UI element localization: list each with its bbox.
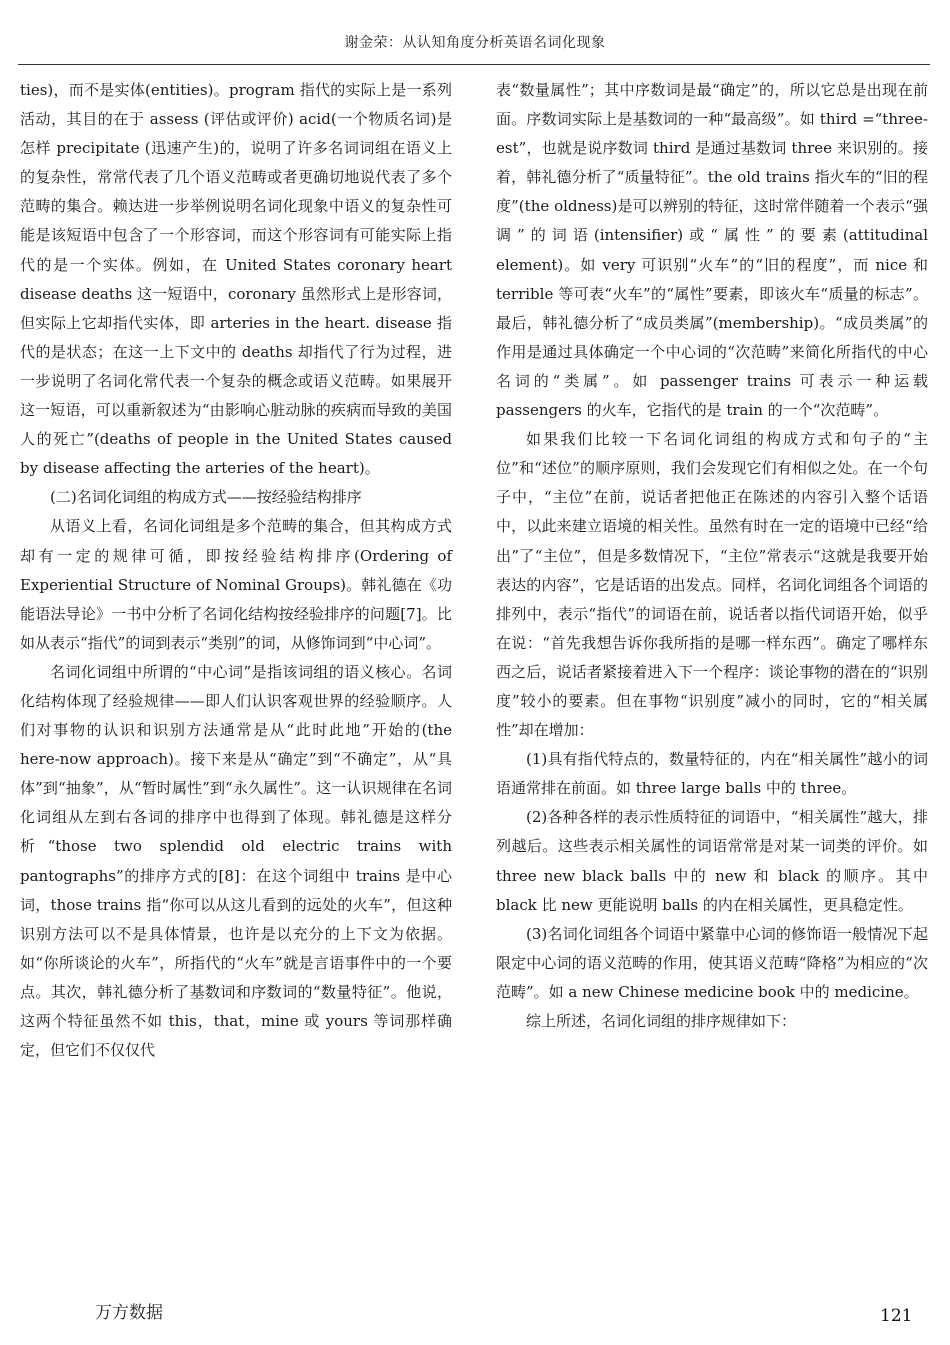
left-column: [20, 76, 452, 1065]
rule-item-1: (1)具有指代特点的，数量特征的，内在“相关属性”越小的词语通常排在前面。如 three large balls 中的 three。: [496, 750, 928, 798]
source-watermark: 万方数据: [95, 1303, 163, 1323]
right-column: [496, 76, 928, 1036]
rule-item-3: (3)名词化词组各个词语中紧靠中心词的修饰语一般情况下起限定中心词的语义范畴的作用，使其语义范畴“降格”为相应的“次范畴”。如 a new Chinese medicine book 中的 medicine。: [496, 924, 928, 1001]
section-heading: (二)名词化词组的构成方式——按经验结构排序: [50, 488, 362, 507]
page-number: 121: [880, 1306, 913, 1326]
running-title: 谢金荣：从认知角度分析英语名词化现象: [344, 35, 606, 51]
rule-item-2: (2)各种各样的表示性质特征的词语中，“相关属性”越大，排列越后。这些表示相关属性的词语常常是对某一词类的评价。如 three new black balls 中的 new 和 black 的顺序。其中 black 比 new 更能说明 balls 的内在相关属性，更具稳定性。: [496, 808, 928, 914]
left-paragraph-1: ties)，而不是实体(entities)。program 指代的实际上是一系列活动，其目的在于 assess (评估或评价) acid(一个物质名词)是怎样 precipitate (迅速产生)的，说明了许多名词词组在语义上的复杂性，常常代表了几个语义范畴或者更确切地说代表了多个范畴的集合。赖达进一步举例说明名词化现象中语义的复杂性可能是该短语中包含了一个形容词，而这个形容词有可能实际上指代的是一个实体。例如，在 United States coronary heart disease deaths 这一短语中，coronary 虽然形式上是形容词，但实际上它却指代实体，即 arteries in the heart. disease 指代的是状态；在这一上下文中的 deaths 却指代了行为过程，进一步说明了名词化常代表一个复杂的概念或语义范畴。如果展开这一短语，可以重新叙述为“由影响心脏动脉的疾病而导致的美国人的死亡”(deaths of people in the United States caused by disease affecting the arteries of the heart)。: [20, 81, 452, 478]
right-paragraph-3: 综上所述，名词化词组的排序规律如下：: [526, 1012, 797, 1030]
left-paragraph-2: 从语义上看，名词化词组是多个范畴的集合，但其构成方式却有一定的规律可循，即按经验结构排序(Ordering of Experiential Structure of Nominal Groups)。韩礼德在《功能语法导论》一书中分析了名词化结构按经验排序的问题[7]。比如从表示“指代”的词到表示“类别”的词，从修饰词到“中心词”。: [20, 517, 452, 652]
header-rule: [18, 64, 930, 65]
right-paragraph-2: 如果我们比较一下名词化词组的构成方式和句子的“主位”和“述位”的顺序原则，我们会发现它们有相似之处。在一个句子中，“主位”在前，说话者把他正在陈述的内容引入整个话语中，以此来建立语境的相关性。虽然有时在一定的语境中已经“给出”了“主位”，但是多数情况下，“主位”常表示“这就是我要开始表达的内容”，它是话语的出发点。同样，名词化词组各个词语的排列中，表示“指代”的词语在前，说话者以指代词语开始，似乎在说：“首先我想告诉你我所指的是哪一样东西”。确定了哪样东西之后，说话者紧接着进入下一个程序：谈论事物的潜在的“识别度”较小的要素。但在事物“识别度”减小的同时，它的“相关属性”却在增加：: [496, 430, 928, 740]
left-paragraph-3: 名词化词组中所谓的“中心词”是指该词组的语义核心。名词化结构体现了经验规律——即人们认识客观世界的经验顺序。人们对事物的认识和识别方法通常是从“此时此地”开始的(the here-now approach)。接下来是从“确定”到“不确定”，从“具体”到“抽象”，从“暂时属性”到“永久属性”。这一认识规律在名词化词组从左到右各词的排序中也得到了体现。韩礼德是这样分析“those two splendid old electric trains with pantographs”的排序方式的[8]：在这个词组中 trains 是中心词，those trains 指“你可以从这儿看到的远处的火车”，但这种识别方法可以不是具体情景，也许是以充分的上下文为依据。如“你所谈论的火车”，所指代的“火车”就是言语事件中的一个要点。其次，韩礼德分析了基数词和序数词的“数量特征”。他说，这两个特征虽然不如 this，that，mine 或 yours 等词那样确定，但它们不仅仅代: [20, 662, 452, 1060]
right-paragraph-1: 表“数量属性”；其中序数词是最“确定”的，所以它总是出现在前面。序数词实际上是基数词的一种“最高级”。如 third =“three-est”，也就是说序数词 third 是通过基数词 three 来识别的。接着，韩礼德分析了“质量特征”。the old trains 指火车的“旧的程度”(the oldness)是可以辨别的特征，这时常伴随着一个表示“强调”的词语(intensifier)或“属性”的要素(attitudinal element)。如 very 可识别“火车”的“旧的程度”，而 nice 和 terrible 等可表“火车”的“属性”要素，即该火车“质量的标志”。最后，韩礼德分析了“成员类属”(membership)。“成员类属”的作用是通过具体确定一个中心词的“次范畴”来简化所指代的中心名词的“类属”。如 passenger trains 可表示一种运载 passengers 的火车，它指代的是 train 的一个“次范畴”。: [496, 81, 928, 420]
